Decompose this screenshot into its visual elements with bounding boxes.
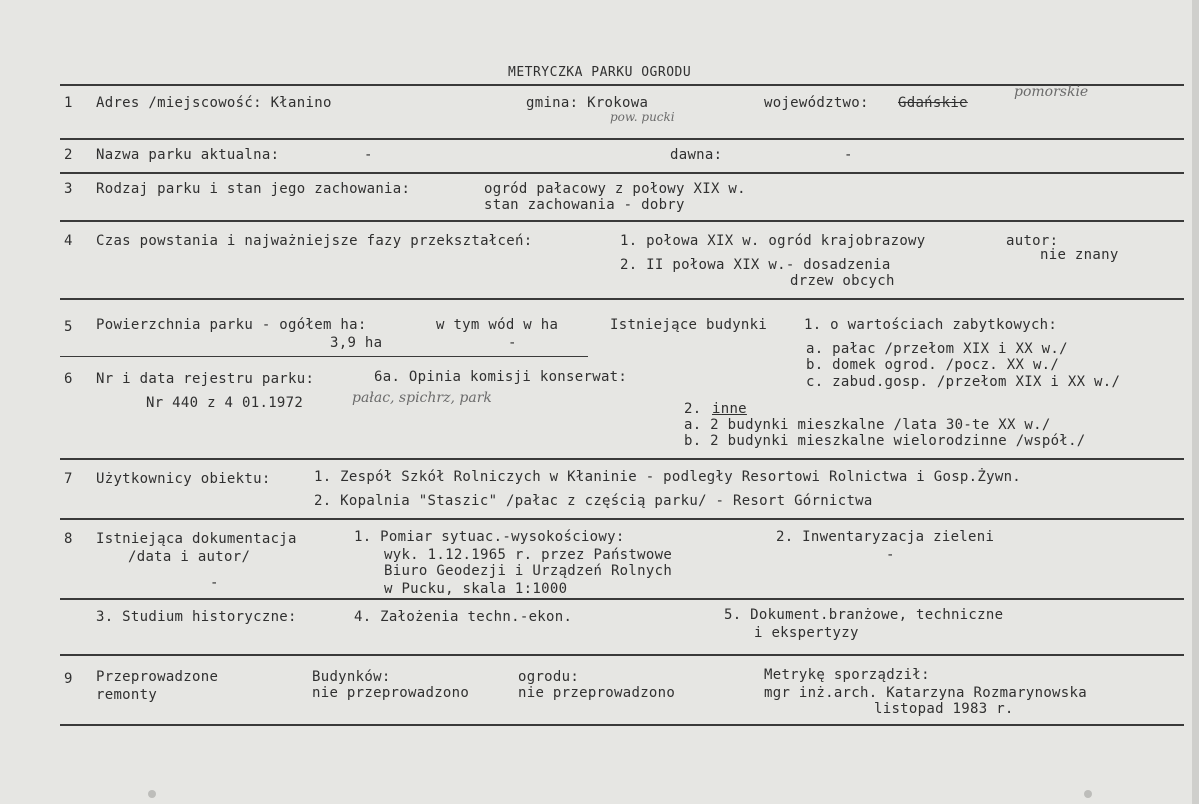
prepared-by: mgr inż.arch. Katarzyna Rozmarynowska: [764, 685, 1087, 701]
building-b: b. domek ogrod. /pocz. XX w./: [806, 357, 1060, 373]
survey-doc: 1. Pomiar sytuac.-wysokościowy:: [354, 529, 625, 545]
building-a: a. pałac /przełom XIX i XX w./: [806, 341, 1068, 357]
park-name-label: Nazwa parku aktualna:: [96, 147, 280, 163]
conservation-opinion-label: 6a. Opinia komisji konserwat:: [374, 369, 628, 385]
row9-number: 9: [64, 671, 73, 687]
documentation-sublabel: /data i autor/: [128, 549, 251, 565]
punch-hole-right: [1084, 790, 1092, 798]
divider-1: [60, 138, 1184, 140]
divider-7: [60, 518, 1184, 520]
area-value: 3,9 ha: [330, 335, 383, 351]
row6-number: 6: [64, 371, 73, 387]
other-building-b: b. 2 budynki mieszkalne wielorodzinne /współ./: [684, 433, 1086, 449]
author-value: nie znany: [1040, 247, 1119, 263]
divider-9: [60, 654, 1184, 656]
register-value: Nr 440 z 4 01.1972: [146, 395, 304, 411]
row3-number: 3: [64, 181, 73, 197]
row4-number: 4: [64, 233, 73, 249]
buildings-renovations-value: nie przeprowadzono: [312, 685, 470, 701]
documentation-value: -: [210, 575, 219, 591]
paper-edge: [1192, 0, 1199, 804]
garden-renovations-value: nie przeprowadzono: [518, 685, 676, 701]
row8-number: 8: [64, 531, 73, 547]
creation-phases-label: Czas powstania i najważniejsze fazy przekształceń:: [96, 233, 533, 249]
row2-number: 2: [64, 147, 73, 163]
renovations-label-2: remonty: [96, 687, 158, 703]
park-type-value: ogród pałacowy z połowy XIX w.: [484, 181, 746, 197]
register-label: Nr i data rejestru parku:: [96, 371, 315, 387]
buildings-label: Istniejące budynki: [610, 317, 768, 333]
greenery-inventory: 2. Inwentaryzacja zieleni: [776, 529, 995, 545]
former-name-label: dawna:: [670, 147, 723, 163]
voivodeship-value-struck: Gdańskie: [898, 95, 968, 111]
user-1: 1. Zespół Szkół Rolniczych w Kłaninie - podległy Resortowi Rolnictwa i Gosp.Żywn.: [314, 469, 1022, 485]
buildings-renovations-label: Budynków:: [312, 669, 391, 685]
divider-bottom: [60, 724, 1184, 726]
other-building-a: a. 2 budynki mieszkalne /lata 30-te XX w./: [684, 417, 1051, 433]
survey-doc-line4: w Pucku, skala 1:1000: [384, 581, 568, 597]
documentation-label: Istniejąca dokumentacja: [96, 531, 297, 547]
divider-3: [60, 220, 1184, 222]
building-c: c. zabud.gosp. /przełom XIX i XX w./: [806, 374, 1121, 390]
divider-8: [60, 598, 1184, 600]
prepared-date: listopad 1983 r.: [874, 701, 1014, 717]
row1-number: 1: [64, 95, 73, 111]
handwritten-county: pow. pucki: [610, 110, 675, 124]
other-buildings-num: 2.: [684, 401, 702, 417]
park-condition-value: stan zachowania - dobry: [484, 197, 685, 213]
water-area-label: w tym wód w ha: [436, 317, 559, 333]
gmina-field: gmina: Krokowa: [526, 95, 649, 111]
handwritten-register-note: pałac, spichrz, park: [352, 390, 492, 406]
author-label: autor:: [1006, 233, 1059, 249]
row5-number: 5: [64, 319, 73, 335]
row7-number: 7: [64, 471, 73, 487]
users-label: Użytkownicy obiektu:: [96, 471, 271, 487]
address-field: Adres /miejscowość: Kłanino: [96, 95, 332, 111]
divider-6: [60, 458, 1184, 460]
user-2: 2. Kopalnia "Staszic" /pałac z częścią parku/ - Resort Górnictwa: [314, 493, 873, 509]
garden-renovations-label: ogrodu:: [518, 669, 580, 685]
water-area-value: -: [508, 335, 517, 351]
divider-5-partial: [60, 356, 588, 357]
other-buildings-label: inne: [712, 401, 747, 417]
expertises: i ekspertyzy: [754, 625, 859, 641]
divider-2: [60, 172, 1184, 174]
survey-doc-line3: Biuro Geodezji i Urządzeń Rolnych: [384, 563, 673, 579]
handwritten-voivodeship: pomorskie: [1014, 84, 1089, 100]
former-name-value: -: [844, 147, 853, 163]
document-title: METRYCZKA PARKU OGRODU: [508, 65, 692, 80]
phase-2-cont: drzew obcych: [790, 273, 895, 289]
phase-2: 2. II połowa XIX w.- dosadzenia: [620, 257, 891, 273]
survey-doc-line2: wyk. 1.12.1965 r. przez Państwowe: [384, 547, 673, 563]
historic-buildings-heading: 1. o wartościach zabytkowych:: [804, 317, 1058, 333]
punch-hole-left: [148, 790, 156, 798]
divider-4: [60, 298, 1184, 300]
area-label: Powierzchnia parku - ogółem ha:: [96, 317, 367, 333]
prepared-by-label: Metrykę sporządził:: [764, 667, 930, 683]
tech-econ-assumptions: 4. Założenia techn.-ekon.: [354, 609, 573, 625]
sector-documents: 5. Dokument.branżowe, techniczne: [724, 607, 1004, 623]
park-type-label: Rodzaj parku i stan jego zachowania:: [96, 181, 411, 197]
renovations-label: Przeprowadzone: [96, 669, 219, 685]
greenery-inventory-value: -: [886, 547, 895, 563]
park-name-value: -: [364, 147, 373, 163]
phase-1: 1. połowa XIX w. ogród krajobrazowy: [620, 233, 926, 249]
voivodeship-label: województwo:: [764, 95, 869, 111]
historical-study: 3. Studium historyczne:: [96, 609, 297, 625]
